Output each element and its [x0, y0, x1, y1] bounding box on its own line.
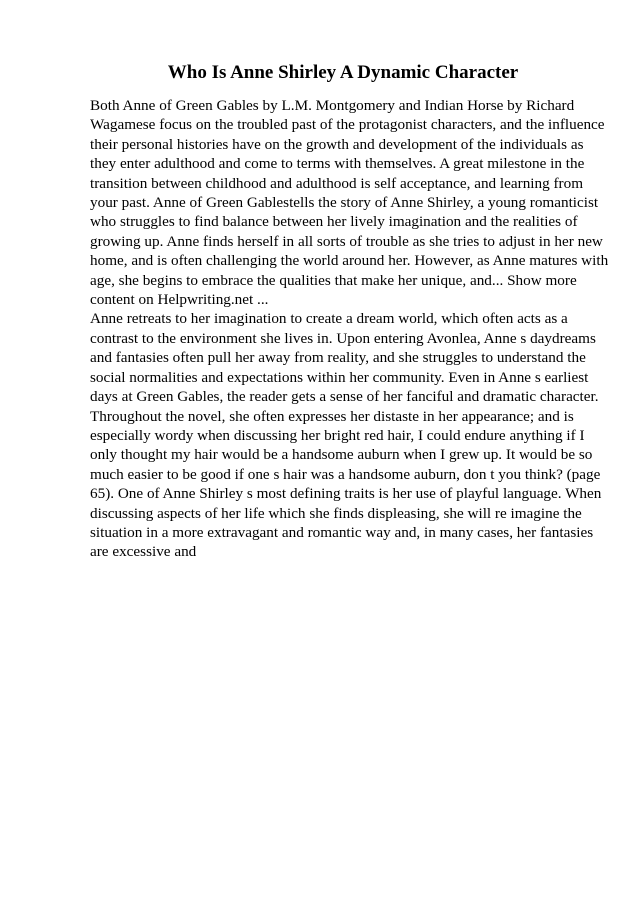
body-line: only thought my hair would be a handsome auburn when I grew up. It would be so [90, 446, 593, 464]
body-line: and fantasies often pull her away from reality, and she struggles to understand the [90, 349, 586, 367]
body-line: situation in a more extravagant and romantic way and, in many cases, her fantasies [90, 523, 594, 541]
body-line: Throughout the novel, she often expresses her distaste in her appearance; and is [90, 407, 574, 425]
body-line: their personal histories have on the growth and development of the individuals as [90, 135, 584, 153]
document-title: Who Is Anne Shirley A Dynamic Character [167, 62, 519, 83]
body-line: content on Helpwriting.net ... [90, 291, 269, 309]
body-line: 65). One of Anne Shirley s most defining traits is her use of playful language. When [90, 485, 602, 503]
body-line: are excessive and [90, 543, 197, 561]
document-body [90, 96, 609, 562]
body-line: especially wordy when discussing her bright red hair, I could endure anything if I [90, 426, 585, 444]
body-line: Wagamese focus on the troubled past of the protagonist characters, and the influence [90, 116, 605, 134]
body-line: Anne retreats to her imagination to create a dream world, which often acts as a [90, 310, 568, 328]
body-line: transition between childhood and adulthood is self acceptance, and learning from [90, 174, 584, 192]
body-line: growing up. Anne finds herself in all sorts of trouble as she tries to adjust in her new [90, 232, 603, 250]
body-line: home, and is often challenging the world around her. However, as Anne matures with [90, 252, 609, 270]
body-line: age, she begins to embrace the qualities that make her unique, and... Show more [90, 271, 577, 289]
body-line: much easier to be good if one s hair was a handsome auburn, don t you think? (page [90, 465, 601, 483]
body-line: who struggles to find balance between her lively imagination and the realities of [90, 213, 578, 231]
body-line: discussing aspects of her life which she finds displeasing, she will re imagine the [90, 504, 582, 522]
body-line: contrast to the environment she lives in. Upon entering Avonlea, Anne s daydreams [90, 329, 596, 347]
body-line: social normalities and expectations within her community. Even in Anne s earliest [90, 368, 589, 386]
body-line: days at Green Gables, the reader gets a sense of her fanciful and dramatic character. [90, 388, 599, 406]
body-line: Both Anne of Green Gables by L.M. Montgomery and Indian Horse by Richard [90, 97, 575, 114]
body-line: they enter adulthood and come to terms with themselves. A great milestone in the [90, 155, 585, 173]
body-line: your past. Anne of Green Gablestells the story of Anne Shirley, a young romanticist [90, 194, 599, 212]
